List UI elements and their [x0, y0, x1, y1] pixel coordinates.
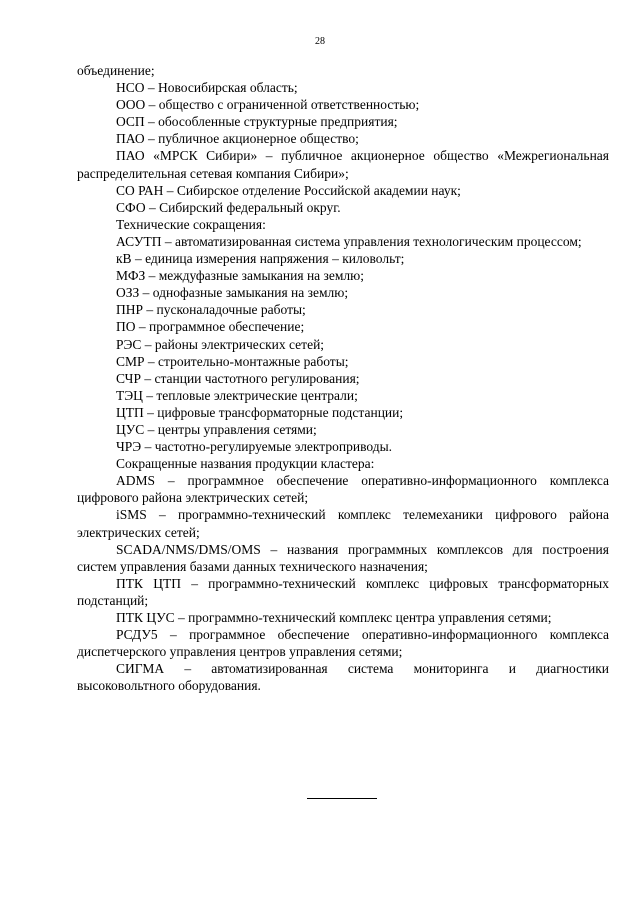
paragraph: iSMS – программно-технический комплекс телемеханики цифрового района электрических сетей; — [77, 507, 609, 540]
paragraph: объединение; — [77, 63, 155, 78]
page-number: 28 — [315, 36, 325, 47]
document-body — [77, 62, 609, 694]
paragraph: ООО – общество с ограниченной ответственностью; — [116, 97, 420, 113]
paragraph: РСДУ5 – программное обеспечение оперативно-информационного комплекса диспетчерского управления центров управления сетями; — [77, 627, 609, 660]
paragraph: ЧРЭ – частотно-регулируемые электроприводы. — [116, 439, 393, 455]
paragraph: СЧР – станции частотного регулирования; — [116, 370, 360, 386]
paragraph: ПНР – пусконаладочные работы; — [116, 302, 306, 318]
paragraph: ТЭЦ – тепловые электрические централи; — [116, 387, 358, 403]
section-heading: Сокращенные названия продукции кластера: — [116, 456, 375, 472]
section-heading: Технические сокращения: — [116, 216, 266, 232]
paragraph: ПО – программное обеспечение; — [116, 319, 305, 335]
paragraph: СФО – Сибирский федеральный округ. — [116, 199, 341, 215]
end-separator-line — [307, 798, 377, 799]
paragraph: МФЗ – междуфазные замыкания на землю; — [116, 268, 364, 284]
paragraph: ADMS – программное обеспечение оперативно-информационного комплекса цифрового района электрических сетей; — [77, 473, 609, 506]
paragraph: кВ – единица измерения напряжения – киловольт; — [116, 251, 405, 267]
paragraph: НСО – Новосибирская область; — [116, 80, 298, 96]
paragraph: СИГМА – автоматизированная система мониторинга и диагностики высоковольтного оборудования. — [77, 661, 609, 694]
paragraph: ОЗЗ – однофазные замыкания на землю; — [116, 285, 349, 301]
paragraph: ПТК ЦТП – программно-технический комплекс цифровых трансформаторных подстанций; — [77, 575, 609, 608]
paragraph: ОСП – обособленные структурные предприятия; — [116, 114, 398, 130]
paragraph: РЭС – районы электрических сетей; — [116, 336, 325, 352]
paragraph: ЦТП – цифровые трансформаторные подстанции; — [116, 404, 404, 420]
paragraph: ПАО «МРСК Сибири» – публичное акционерное общество «Межрегиональная распределительная сетевая компания Сибири»; — [77, 148, 609, 181]
paragraph: SCADA/NMS/DMS/OMS – названия программных комплексов для построения систем управления базами данных технического назначения; — [77, 541, 609, 574]
paragraph: ЦУС – центры управления сетями; — [116, 421, 317, 437]
paragraph: АСУТП – автоматизированная система управления технологическим процессом; — [116, 233, 582, 249]
paragraph: СМР – строительно-монтажные работы; — [116, 353, 349, 369]
paragraph: СО РАН – Сибирское отделение Российской академии наук; — [116, 182, 461, 198]
paragraph: ПАО – публичное акционерное общество; — [116, 131, 359, 147]
paragraph: ПТК ЦУС – программно-технический комплекс центра управления сетями; — [116, 610, 552, 625]
